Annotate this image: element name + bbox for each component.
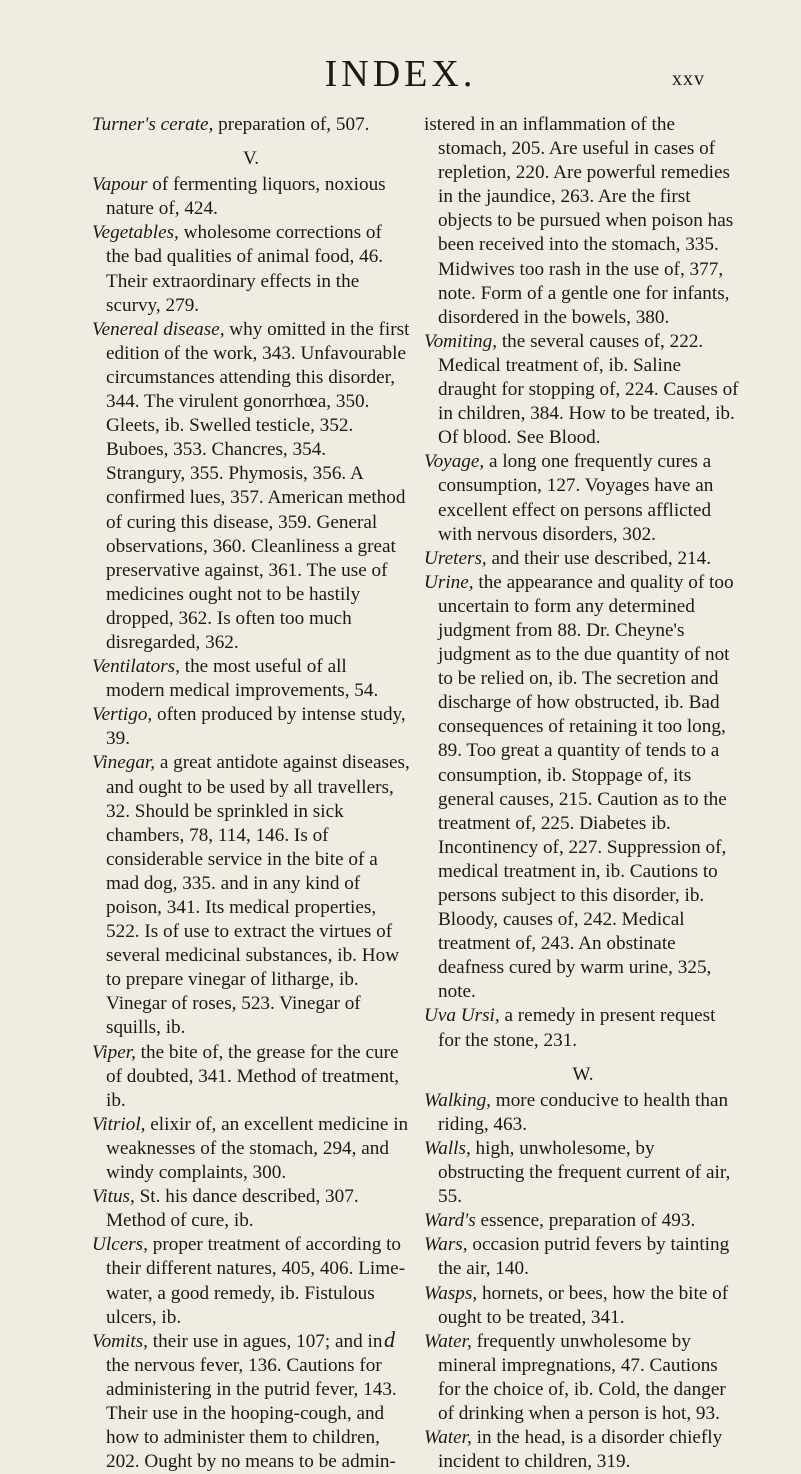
entry-head: Vertigo, — [92, 704, 153, 726]
entry-text: elixir of, an excellent medicine in weaknesses of the stomach, 294, and windy complaints, 300. — [106, 1113, 409, 1184]
index-entry — [92, 1233, 410, 1329]
page-number: xxv — [672, 68, 705, 90]
index-entry — [424, 1426, 742, 1474]
entry-text: a remedy in present request for the stone, 231. — [438, 1005, 716, 1051]
index-entry — [424, 1233, 742, 1281]
entry-head: Vitus, — [92, 1186, 135, 1208]
page-header — [0, 52, 801, 95]
entry-text: essence, preparation of 493. — [475, 1210, 696, 1232]
entry-head: Vomits, — [92, 1330, 148, 1352]
entry-text: the several causes of, 222. Medical treatment of, ib. Saline draught for stopping of, 224. Causes of in children, 384. How to be treated, ib. Of blood. See Blood. — [438, 330, 739, 449]
entry-text: why omitted in the first edition of the work, 343. Unfavourable circumstances attending this disorder, 344. The virulent gonorrhœa, 350. Gleets, ib. Swelled testicle, 352. Buboes, 353. Chancres, 354. Strangury, 355. Phymosis, 356. A confirmed lues, 357. American method of curing this disease, 359. General observations, 360. Cleanliness a great preservative against, 361. The use of medicines ought not to be hastily dropped, 362. Is often too much disregarded, 362. — [106, 318, 410, 653]
index-entry — [92, 1330, 410, 1474]
index-entry — [424, 1330, 742, 1426]
index-entry — [92, 655, 410, 703]
index-entry — [424, 1282, 742, 1330]
entry-text: the appearance and quality of too uncertain to form any determined judgment from 88. Dr. Cheyne's judgment as to the due quantity of not to be relied on, ib. The secretion and discharge of how obstructed, ib. Bad consequences of retaining it too long, 89. Too great a quantity of tends to a consumption, ib. Stoppage of, its general causes, 215. Caution as to the treatment of, 225. Diabetes ib. Incontinency of, 227. Suppression of, medical treatment in, ib. Cautions to persons subject to this disorder, ib. Bloody, causes of, 242. Medical treatment of, 243. An obstinate deafness cured by warm urine, 325, note. — [438, 571, 734, 1003]
index-entry — [92, 113, 410, 137]
entry-text: the most useful of all modern medical improvements, 54. — [106, 656, 379, 702]
entry-head: Vitriol, — [92, 1113, 146, 1135]
entry-head: Ureters, — [424, 547, 487, 569]
section-letter: W. — [572, 1063, 594, 1085]
entry-head: Ulcers, — [92, 1234, 148, 1256]
index-entry — [92, 1041, 410, 1113]
entry-text: St. his dance described, 307. Method of cure, ib. — [106, 1186, 359, 1232]
index-entry — [424, 450, 742, 546]
entry-head: Water, — [424, 1427, 472, 1449]
page-title: INDEX. — [324, 53, 477, 95]
entry-head: Wars, — [424, 1234, 468, 1256]
entry-head: Ward's — [424, 1210, 476, 1232]
entry-text: wholesome corrections of the bad qualities of animal food, 46. Their extraordinary effects in the scurvy, 279. — [106, 222, 384, 316]
entry-text: a long one frequently cures a consumption, 127. Voyages have an excellent effect on persons afflicted with nervous disorders, 302. — [438, 451, 714, 545]
index-entry — [92, 1185, 410, 1233]
entry-head: Vapour — [92, 174, 148, 196]
entry-head: Turner's cerate, — [92, 114, 214, 135]
index-entry — [92, 173, 410, 221]
entry-head: Urine, — [424, 571, 474, 593]
entry-list — [424, 113, 742, 1053]
entry-text: preparation of, 507. — [213, 114, 370, 135]
entry-list — [424, 1089, 742, 1474]
index-entry — [424, 330, 742, 450]
right-column — [424, 113, 742, 1474]
entry-head: Vegetables, — [92, 222, 179, 244]
entry-head: Water, — [424, 1330, 472, 1352]
entry-text: hornets, or bees, how the bite of ought to be treated, 341. — [438, 1282, 729, 1328]
entry-head: Vinegar, — [92, 752, 156, 774]
index-entry — [424, 1004, 742, 1052]
entry-head: Voyage, — [424, 451, 485, 473]
entry-text: in the head, is a disorder chiefly incident to children, 319. — [438, 1427, 723, 1473]
entry-list — [92, 173, 410, 1474]
signature-mark: d — [384, 1327, 395, 1352]
entry-text: often produced by intense study, 39. — [106, 704, 406, 750]
index-entry — [92, 703, 410, 751]
left-column — [92, 113, 410, 1474]
index-entry — [92, 221, 410, 317]
index-entry — [92, 318, 410, 655]
entry-text: the bite of, the grease for the cure of doubted, 341. Method of treatment, ib. — [106, 1041, 400, 1111]
entry-text: of fermenting liquors, noxious nature of, 424. — [106, 174, 386, 220]
entry-text: and their use described, 214. — [486, 547, 712, 569]
entry-head: Venereal disease, — [92, 318, 225, 340]
entry-head: Wasps, — [424, 1282, 478, 1304]
entry-text: more conducive to health than riding, 463. — [438, 1089, 729, 1135]
entry-text: istered in an inflammation of the stomach, 205. Are useful in cases of repletion, 220. Are powerful remedies in the jaundice, 263. Are the first objects to be pursued when poison has been received into the stomach, 335. Midwives too rash in the use of, 377, note. Form of a gentle one for infants, disordered in the bowels, 380. — [424, 114, 734, 328]
entry-head: Uva Ursi, — [424, 1005, 500, 1027]
entry-head: Viper, — [92, 1041, 136, 1063]
entry-text: occasion putrid fevers by tainting the air, 140. — [438, 1234, 730, 1280]
section-letter: V. — [242, 148, 260, 170]
entry-text: their use in agues, 107; and in the nervous fever, 136. Cautions for administering in the putrid fever, 143. Their use in the hooping-cough, and how to administer them to children, 202. Ought by no means to be admin- — [106, 1330, 397, 1473]
index-entry — [424, 113, 742, 330]
index-entry — [424, 571, 742, 1005]
index-entry — [424, 1137, 742, 1209]
entry-text: high, unwholesome, by obstructing the frequent current of air, 55. — [438, 1137, 731, 1208]
entry-head: Vomiting, — [424, 330, 498, 352]
index-entry — [424, 1209, 742, 1233]
index-entry — [424, 1089, 742, 1137]
entry-head: Ventilators, — [92, 656, 180, 678]
entry-text: proper treatment of according to their different natures, 405, 406. Lime-water, a good remedy, ib. Fistulous ulcers, ib. — [106, 1234, 406, 1328]
entry-text: frequently unwholesome by mineral impregnations, 47. Cautions for the choice of, ib. Cold, the danger of drinking when a person is hot, 93. — [438, 1330, 726, 1424]
entry-text: a great antidote against diseases, and ought to be used by all travellers, 32. Should be sprinkled in sick chambers, 78, 114, 146. Is of considerable service in the bite of a mad dog, 335. and in any kind of poison, 341. Its medical properties, 522. Is of use to extract the virtues of several medicinal substances, ib. How to prepare vinegar of litharge, ib. Vinegar of roses, 523. Vinegar of squills, ib. — [106, 752, 410, 1039]
index-entry — [92, 751, 410, 1040]
entry-head: Walking, — [424, 1089, 491, 1111]
index-entry — [92, 1113, 410, 1185]
entry-head: Walls, — [424, 1137, 471, 1159]
index-entry — [424, 547, 742, 571]
